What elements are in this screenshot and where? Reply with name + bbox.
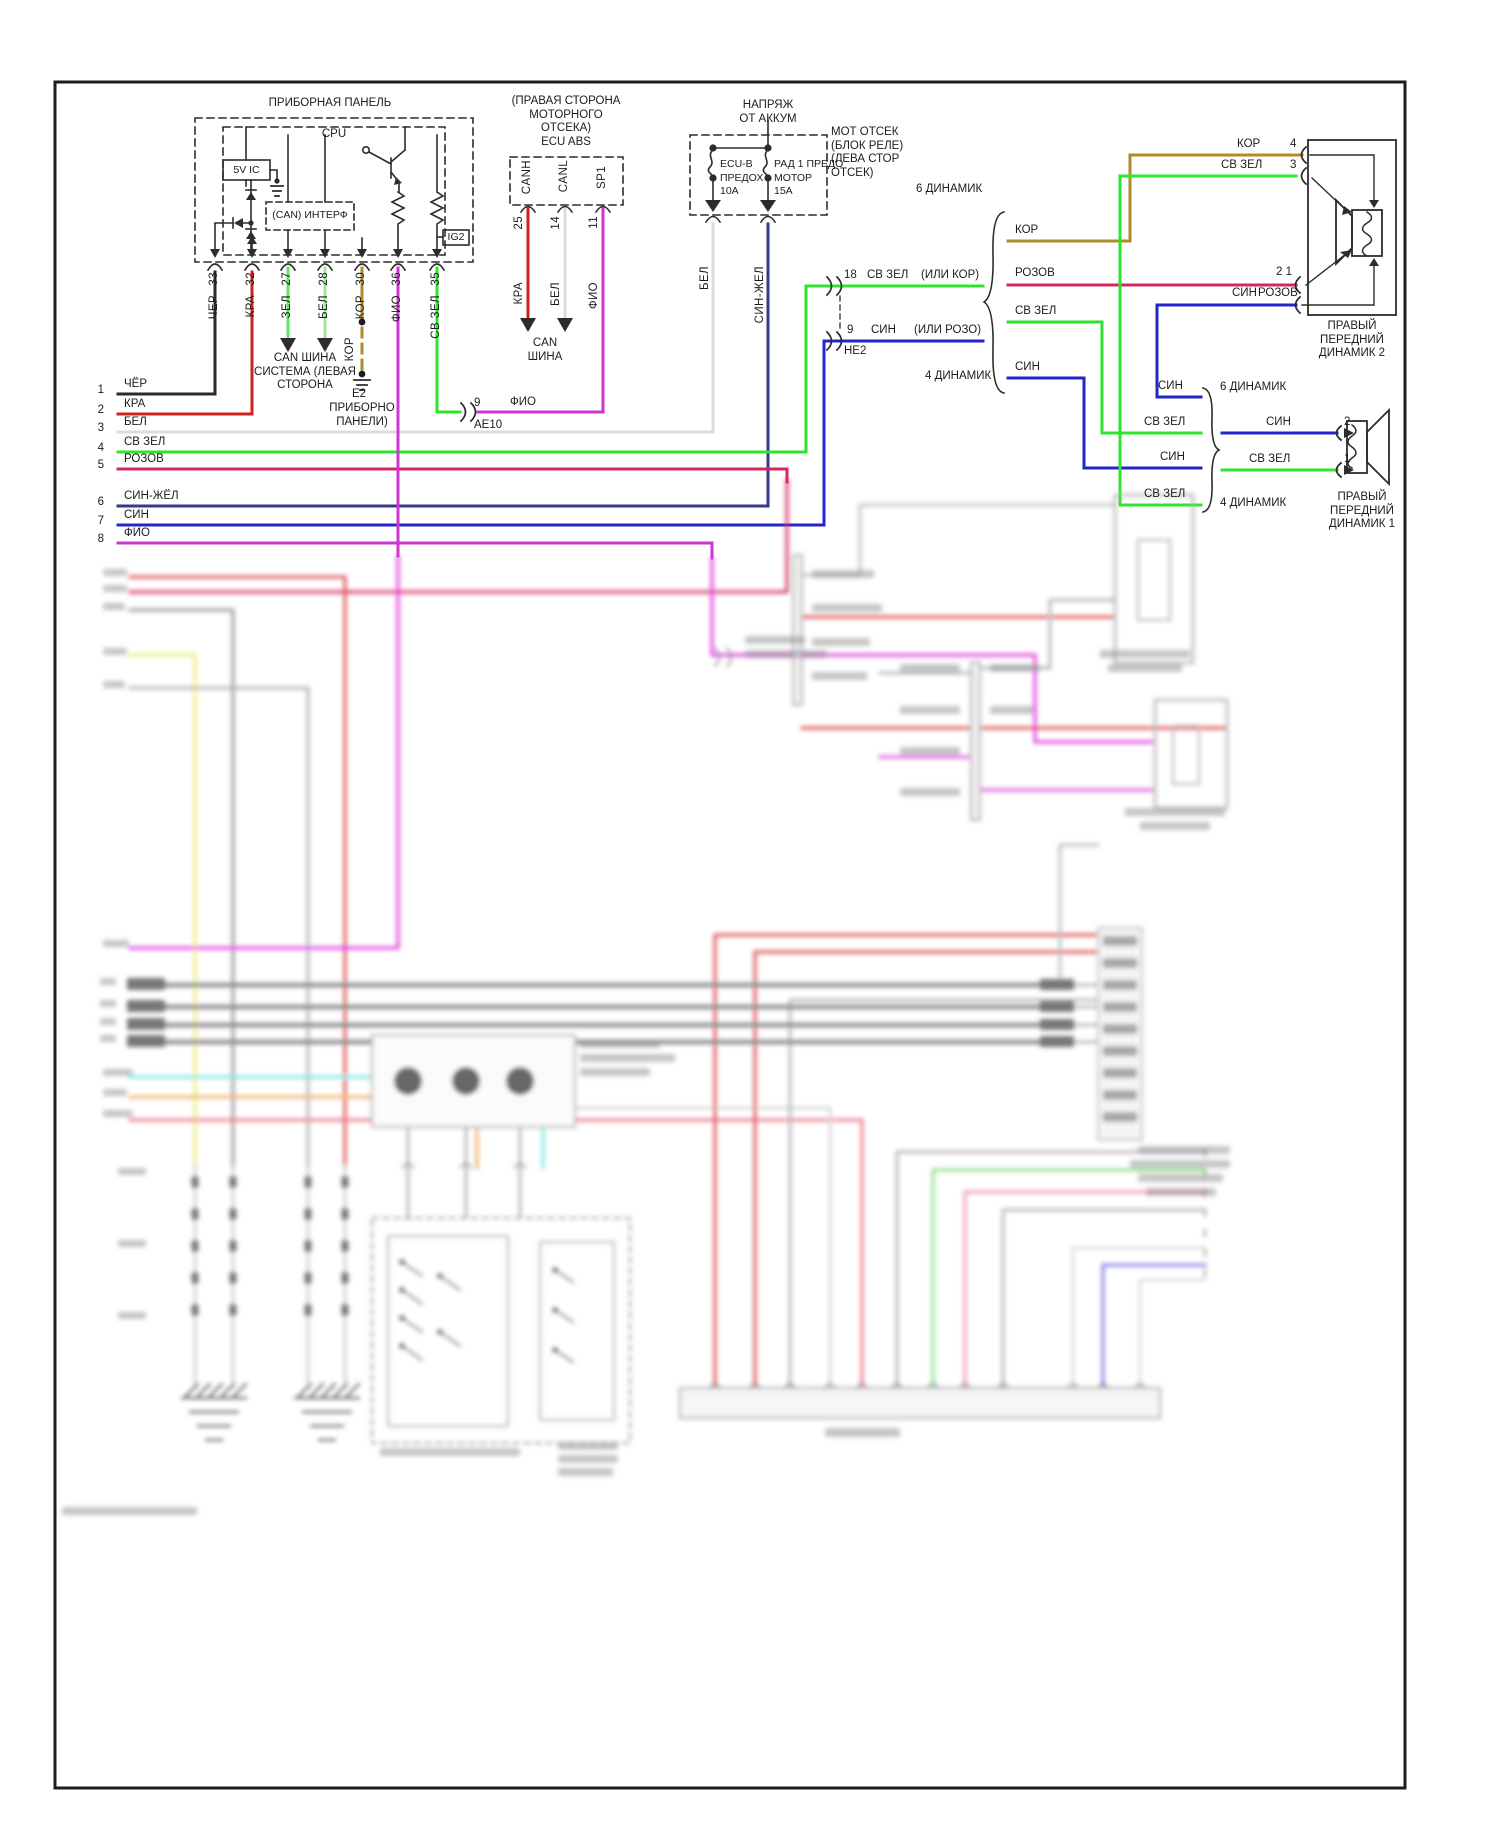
option-wire-label: СИН — [1015, 361, 1040, 373]
he2-connectors — [827, 277, 842, 350]
blur-bottom-bar — [680, 1384, 1160, 1419]
can-center-line: ШИНА — [527, 350, 563, 363]
wire-row8-fio — [118, 543, 712, 558]
battery-title-line: ОТ АККУМ — [739, 112, 797, 125]
row-wire-label: КРА — [124, 398, 146, 410]
row-wire-label: ЧЁР — [124, 378, 148, 390]
pin-number: 25 — [513, 216, 525, 230]
pin-stubs — [252, 238, 362, 255]
pin-number: 4 — [1290, 138, 1297, 150]
speaker2-title-line: ДИНАМИК 2 — [1318, 347, 1386, 359]
fuse2-line: МОТОР — [774, 171, 813, 184]
pin-number: 2 — [1344, 416, 1351, 428]
ecu-abs-title-line: ОТСЕКА) — [540, 122, 592, 134]
ecu-pin-name: SP1 — [596, 166, 608, 189]
pin-number: 2 1 — [1276, 266, 1292, 278]
5v-ic-label: 5V IC — [233, 164, 260, 176]
row-wire-label: СИН-ЖЁЛ — [124, 490, 179, 502]
fuse-pin-connectors — [706, 217, 775, 223]
row-number: 5 — [97, 459, 104, 471]
diode-icon — [234, 218, 243, 228]
wire-color-label: БЕЛ — [318, 295, 330, 319]
wire-color-label: СИН — [1232, 287, 1257, 299]
wire-color-label: СИН — [1160, 451, 1185, 463]
speaker-coil-box — [1352, 210, 1382, 256]
row-number: 4 — [97, 442, 104, 454]
wire-color-label: ФИО — [588, 282, 600, 310]
wire-color-label: КОР — [344, 337, 356, 362]
wire-color-label: СВ ЗЕЛ — [1249, 453, 1291, 465]
can-left-note — [232, 352, 378, 393]
group-4-speaker: 4 ДИНАМИК — [925, 370, 992, 382]
row-number: 3 — [97, 422, 104, 434]
conn18-wire: СВ ЗЕЛ — [867, 269, 909, 281]
row-wire-label: РОЗОВ — [124, 453, 164, 465]
wire-color-label: БЕЛ — [550, 282, 562, 306]
blur-grey-bus — [127, 845, 1098, 1047]
fuse1-line: 10А — [720, 185, 739, 197]
panel-title: ПРИБОРНАЯ ПАНЕЛЬ — [268, 97, 392, 109]
conn9-name: НЕ2 — [844, 345, 867, 357]
pin-number: 28 — [318, 272, 330, 286]
ecu-pin-name: CANH — [521, 160, 533, 195]
option-wire-label: СВ ЗЕЛ — [1015, 305, 1057, 317]
speaker-cone — [1367, 410, 1389, 484]
option-brace — [984, 212, 1004, 393]
conn9-pin: 9 — [847, 324, 854, 336]
wire-color-label: ЧЁР — [208, 295, 220, 320]
speaker1-title-line: ДИНАМИК 1 — [1328, 518, 1396, 530]
fuse-icon — [708, 150, 713, 177]
speaker1-title-line: ПЕРЕДНИЙ — [1330, 504, 1394, 517]
blurred-lower-schematic — [62, 480, 1230, 1515]
wire-color-label: СВ ЗЕЛ — [1144, 488, 1186, 500]
group-6-speaker: 6 ДИНАМИК — [916, 183, 983, 195]
can-interface-leads — [288, 135, 325, 255]
ecu-abs-title-line: (ПРАВАЯ СТОРОНА — [511, 95, 621, 107]
wire-row5-rozov — [118, 469, 787, 482]
fuse1-line: ECU-B — [720, 158, 753, 170]
pin-number: 14 — [550, 216, 562, 230]
ecu-abs-title-line: МОТОРНОГО — [529, 108, 603, 121]
ground-symbol-ic — [271, 186, 283, 196]
wire-color-label: СВ ЗЕЛ — [1144, 416, 1186, 428]
conn9-wire: СИН — [871, 324, 896, 336]
wire-sp1-fio — [478, 209, 603, 412]
ae10-pin: 9 — [474, 397, 481, 409]
ground-name: E2 — [352, 388, 367, 400]
wire-row1-cher — [118, 272, 215, 394]
ae10-name: АЕ10 — [474, 419, 503, 431]
ecu-abs-wires — [478, 209, 603, 412]
ecu-pin-name: CANL — [558, 160, 570, 193]
resistor-icon — [392, 192, 404, 255]
relay-location-line: МОТ ОТСЕК — [831, 126, 899, 138]
wire-color-label: КРА — [245, 295, 257, 318]
row-wire-label: ФИО — [124, 527, 150, 539]
blur-switch-box — [372, 1218, 630, 1443]
battery-title — [714, 99, 822, 126]
can-center-note — [513, 337, 577, 364]
ae10-wire: ФИО — [510, 396, 536, 408]
cpu-dashed-box — [223, 127, 445, 255]
wire-color-label: БЕЛ — [699, 266, 711, 290]
relay-block-location — [831, 126, 903, 180]
wire-color-label: РОЗОВ — [1258, 287, 1298, 299]
pin-number: 36 — [391, 272, 403, 286]
pin-number: 11 — [588, 216, 600, 229]
conn9-alt: (ИЛИ РОЗО) — [914, 324, 982, 336]
speaker2-title — [1304, 320, 1400, 361]
blur-left-stacks — [182, 1165, 359, 1440]
pin-number: 33 — [208, 272, 220, 286]
ecu-abs-name: ECU ABS — [541, 135, 591, 148]
speaker1-title — [1314, 491, 1410, 532]
cpu-label: CPU — [321, 128, 347, 140]
relay-location-line: ОТСЕК) — [831, 166, 874, 179]
pin-number: 35 — [430, 272, 442, 286]
fuse-icon — [763, 150, 768, 177]
group-6-speaker: 6 ДИНАМИК — [1220, 381, 1287, 393]
speaker2-title-line: ПЕРЕДНИЙ — [1320, 333, 1384, 346]
row-number: 7 — [97, 515, 104, 527]
can-center-line: CAN — [532, 337, 558, 349]
wire-color-label: КРА — [513, 282, 525, 305]
wire-color-label: СИН — [1158, 380, 1183, 392]
wire-color-label: ЗЕЛ — [281, 295, 293, 319]
relay-location-line: (БЛОК РЕЛЕ) — [831, 139, 904, 152]
wire-color-label: ФИО — [391, 295, 403, 323]
blur-right-stack — [1098, 928, 1205, 1285]
ground-location — [306, 402, 418, 429]
speaker1-brace — [1203, 388, 1219, 512]
fuse1-label — [720, 158, 763, 199]
wire-color-label: СИН — [1266, 416, 1291, 428]
row-number: 6 — [97, 496, 104, 508]
fuse1-line: ПРЕДОХ — [720, 171, 764, 184]
battery-title-line: НАПРЯЖ — [742, 99, 794, 111]
conn18-alt: (ИЛИ КОР) — [921, 269, 980, 281]
row-wire-label: СИН — [124, 509, 149, 521]
fuse2-line: 15А — [774, 185, 793, 197]
ig2-label: IG2 — [447, 231, 465, 243]
option-wire-label: КОР — [1015, 224, 1039, 236]
conn18-pin: 18 — [844, 269, 857, 281]
row-wire-label: БЕЛ — [124, 416, 147, 428]
pin-number: 30 — [355, 272, 367, 286]
wire-color-label: КОР — [1237, 138, 1261, 150]
blur-connector-bars — [715, 555, 980, 820]
can-left-line: СТОРОНА — [277, 379, 333, 391]
ground-branch-line — [270, 170, 277, 178]
row-number: 8 — [97, 533, 104, 545]
row-wire-label: СВ ЗЕЛ — [124, 436, 166, 448]
diode-icon — [246, 192, 256, 200]
speaker2-title-line: ПРАВЫЙ — [1327, 320, 1377, 332]
fuse2-line: РАД 1 ПРЕДО — [774, 158, 844, 170]
coil-icon — [1363, 212, 1372, 256]
wire-color-label: СВ ЗЕЛ — [430, 295, 442, 339]
can-left-line: СИСТЕМА (ЛЕВАЯ — [254, 365, 356, 378]
wire-pin35-svzel-drop — [437, 268, 460, 412]
wire-color-label: СВ ЗЕЛ — [1221, 159, 1263, 171]
ground-location-line: ПАНЕЛИ) — [336, 415, 388, 428]
wire-color-label: СИН-ЖЁЛ — [754, 266, 766, 324]
row-number: 2 — [97, 404, 104, 416]
can-interface-label: (CAN) ИНТЕРФ — [272, 209, 348, 221]
group-4-speaker: 4 ДИНАМИК — [1220, 497, 1287, 509]
wire-color-label: КОР — [355, 295, 367, 320]
speaker1-title-line: ПРАВЫЙ — [1337, 491, 1387, 503]
pin-number: 1 — [1344, 453, 1351, 465]
ecu-abs-title — [492, 95, 640, 149]
pin-number: 3 — [1290, 159, 1297, 171]
row-number: 1 — [97, 384, 104, 396]
speaker1-pin-connectors — [1337, 426, 1342, 477]
blur-gauge-block — [372, 1035, 575, 1218]
pin-number: 27 — [281, 272, 293, 286]
pin-number: 32 — [245, 272, 257, 286]
option-wire-label: РОЗОВ — [1015, 267, 1055, 279]
speaker2-icon — [1296, 140, 1397, 315]
ground-location-line: ПРИБОРНО — [329, 402, 395, 414]
relay-location-line: (ЛЕВА СТОР — [831, 153, 900, 165]
can-left-line: CAN ШИНА — [273, 352, 337, 364]
